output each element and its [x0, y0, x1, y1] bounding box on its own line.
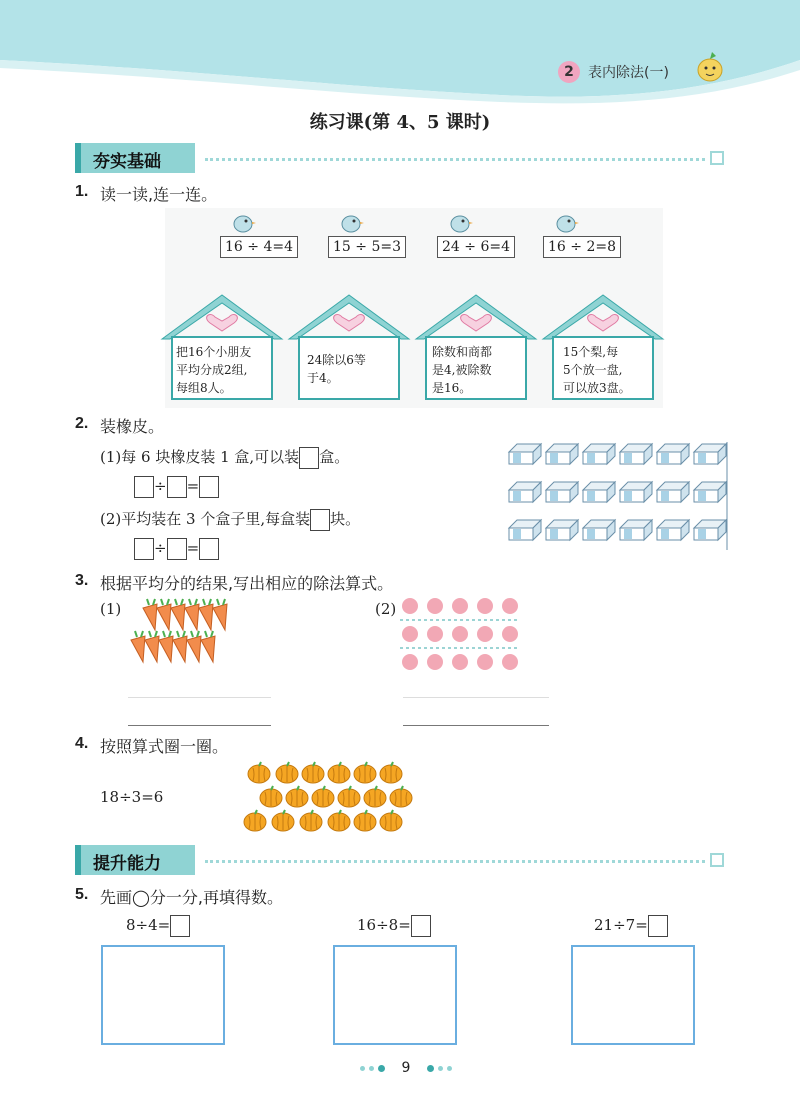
q4-number: 4. — [75, 735, 89, 752]
answer-line[interactable] — [403, 697, 549, 698]
q1-equation: 16 ÷ 4=4 — [220, 236, 298, 258]
pumpkin-group — [240, 758, 415, 834]
q1-house-4 — [541, 293, 665, 405]
q5-equation-2 — [357, 915, 431, 937]
pumpkin-icon — [248, 762, 402, 783]
eraser-icon — [509, 482, 726, 502]
q2-part1-answer-box[interactable] — [299, 447, 319, 469]
q1-equation: 24 ÷ 6=4 — [437, 236, 515, 258]
divider-end-box — [710, 151, 724, 165]
eq-sign: = — [186, 539, 200, 557]
section-divider — [205, 860, 705, 863]
q1-house-1 — [160, 293, 284, 405]
q1-equation: 15 ÷ 5=3 — [328, 236, 406, 258]
section-tab-advanced: 提升能力 — [75, 845, 195, 875]
dot-groups — [398, 596, 522, 674]
q5-draw-area-1[interactable] — [101, 945, 225, 1045]
house-line: 平均分成2组, — [176, 363, 248, 377]
q5-answer-box[interactable] — [170, 915, 190, 937]
lesson-title: 练习课(第 4、5 课时) — [309, 112, 491, 133]
pumpkin-icon — [244, 810, 402, 831]
eraser-icon — [509, 444, 726, 464]
house-line: 15个梨,每 — [563, 345, 619, 359]
q2-prompt: 装橡皮。 — [100, 417, 165, 436]
header-wave-band — [0, 0, 800, 105]
bird-icon — [447, 210, 473, 234]
chapter-title: 表内除法(一) — [588, 65, 669, 81]
house-line: 是16。 — [432, 381, 472, 395]
eraser-icon — [509, 520, 726, 540]
q2-part1-equation — [134, 476, 219, 498]
house-icon — [287, 293, 411, 405]
q2-part2-text: (2)平均装在 3 个盒子里,每盒装 — [100, 510, 311, 528]
answer-line[interactable] — [128, 725, 271, 726]
q5-answer-box[interactable] — [411, 915, 431, 937]
carrot-icon — [131, 631, 215, 662]
q4-prompt: 按照算式圈一圈。 — [100, 737, 229, 756]
q2-part1-text: (1)每 6 块橡皮装 1 盒,可以装 — [100, 448, 300, 466]
equation-box[interactable] — [199, 538, 219, 560]
page-footer — [358, 1060, 454, 1076]
q2-part2-equation — [134, 538, 219, 560]
q3-part1-label: (1) — [100, 600, 122, 618]
bird-icon — [338, 210, 364, 234]
house-line: 于4。 — [307, 371, 339, 385]
carrot-icon — [143, 599, 227, 630]
house-line: 可以放3盘。 — [563, 381, 631, 395]
q2-number: 2. — [75, 415, 89, 432]
q2-part2 — [100, 508, 360, 531]
chapter-number-badge: 2 — [558, 61, 580, 83]
q1-prompt: 读一读,连一连。 — [100, 185, 218, 204]
q5-eq-text: 21÷7= — [594, 916, 648, 934]
pumpkin-icon — [260, 786, 412, 807]
q1-number: 1. — [75, 183, 89, 200]
house-line: 5个放一盘, — [563, 363, 623, 377]
dot-icon — [402, 598, 518, 670]
house-line: 每组8人。 — [176, 381, 232, 395]
div-sign: ÷ — [154, 539, 167, 557]
q2-part2-answer-box[interactable] — [310, 509, 330, 531]
q5-draw-area-3[interactable] — [571, 945, 695, 1045]
q5-equation-3 — [594, 915, 668, 937]
bird-icon — [230, 210, 256, 234]
q3-part2-label: (2) — [375, 600, 397, 618]
q5-equation-1 — [126, 915, 190, 937]
house-line: 除数和商都 — [432, 345, 493, 359]
q3-number: 3. — [75, 572, 89, 589]
house-line: 把16个小朋友 — [176, 345, 252, 359]
bird-icon — [553, 210, 579, 234]
equation-box[interactable] — [134, 476, 154, 498]
q5-prompt: 先画◯分一分,再填得数。 — [100, 888, 283, 907]
answer-line[interactable] — [128, 697, 271, 698]
q1-house-2 — [287, 293, 411, 405]
section-tab-basic: 夯实基础 — [75, 143, 195, 173]
q2-part1-unit: 盒。 — [319, 448, 350, 466]
divider-end-box — [710, 853, 724, 867]
q5-eq-text: 8÷4= — [126, 916, 171, 934]
eraser-grid — [505, 438, 730, 553]
div-sign: ÷ — [154, 477, 167, 495]
equation-box[interactable] — [134, 538, 154, 560]
eq-sign: = — [186, 477, 200, 495]
equation-box[interactable] — [167, 538, 187, 560]
mascot-icon — [690, 48, 730, 88]
q5-number: 5. — [75, 886, 89, 903]
page-number: 9 — [401, 1060, 411, 1076]
house-line: 24除以6等 — [307, 353, 366, 367]
equation-box[interactable] — [199, 476, 219, 498]
answer-line[interactable] — [403, 725, 549, 726]
equation-box[interactable] — [167, 476, 187, 498]
q2-part2-unit: 块。 — [330, 510, 361, 528]
q4-equation: 18÷3=6 — [100, 788, 164, 806]
q5-draw-area-2[interactable] — [333, 945, 457, 1045]
q1-house-3 — [414, 293, 538, 405]
q5-answer-box[interactable] — [648, 915, 668, 937]
q1-equation: 16 ÷ 2=8 — [543, 236, 621, 258]
house-line: 是4,被除数 — [432, 363, 492, 377]
q5-eq-text: 16÷8= — [357, 916, 411, 934]
section-divider — [205, 158, 705, 161]
carrot-group — [125, 598, 235, 668]
q3-prompt: 根据平均分的结果,写出相应的除法算式。 — [100, 574, 394, 593]
q2-part1 — [100, 446, 349, 469]
